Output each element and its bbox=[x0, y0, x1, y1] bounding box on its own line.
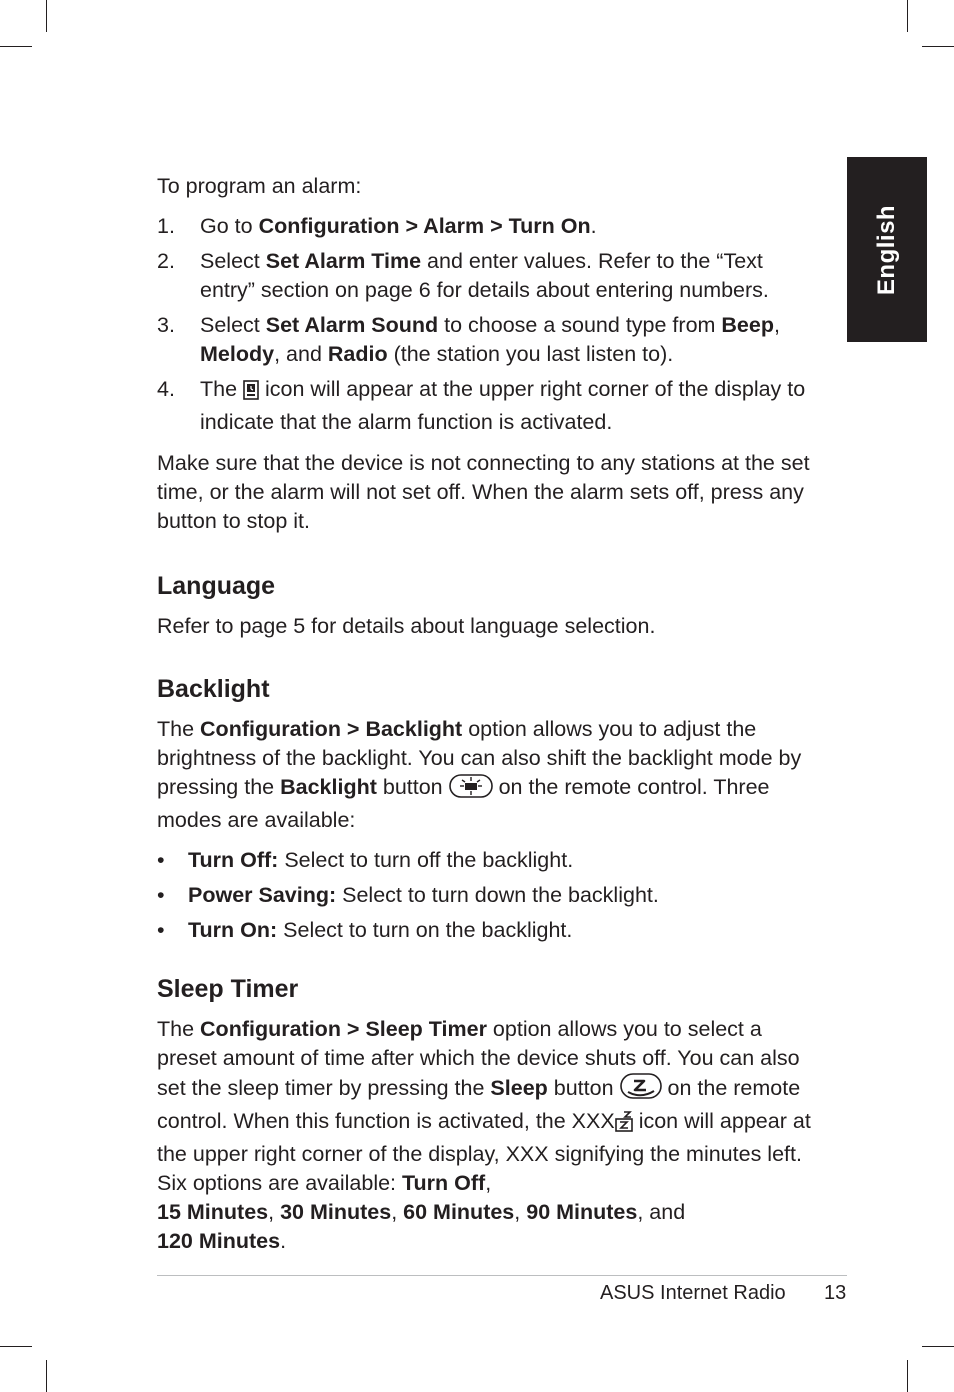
bullet-text: Turn Off: Select to turn off the backlight. bbox=[188, 848, 574, 872]
language-body: Refer to page 5 for details about language selection. bbox=[157, 614, 656, 638]
list-item bbox=[157, 881, 817, 910]
alarm-intro: To program an alarm: bbox=[157, 174, 362, 198]
sleep-timer-heading: Sleep Timer bbox=[157, 975, 299, 1003]
crop-mark bbox=[922, 46, 954, 47]
list-item bbox=[157, 846, 817, 875]
sleep-button-icon bbox=[620, 1073, 662, 1107]
page-number: 13 bbox=[824, 1282, 847, 1304]
footer-rule bbox=[157, 1275, 847, 1276]
step-number: 1. bbox=[157, 214, 175, 238]
step-number: 4. bbox=[157, 377, 175, 401]
crop-mark bbox=[46, 0, 47, 32]
alarm-clock-icon bbox=[243, 379, 259, 408]
alarm-note: Make sure that the device is not connecting to any stations at the set time, or the alarm will not set off. When the alarm sets off, press any button to stop it. bbox=[157, 451, 810, 533]
step-text: The icon will appear at the upper right corner of the display to indicate that the alarm function is activated. bbox=[200, 377, 806, 434]
crop-mark bbox=[0, 1346, 32, 1347]
crop-mark bbox=[907, 0, 908, 32]
backlight-button-icon bbox=[449, 774, 493, 806]
sleep-timer-icon bbox=[615, 1110, 633, 1140]
backlight-body: The Configuration > Backlight option allows you to adjust the brightness of the backlight. You can also shift the backlight mode by pressing the Backlight button on the remote control. Three modes are available: bbox=[157, 717, 802, 832]
list-item bbox=[157, 375, 817, 437]
page-content bbox=[157, 172, 817, 1256]
bullet-text: Turn On: Select to turn on the backlight. bbox=[188, 918, 573, 942]
backlight-modes bbox=[157, 846, 817, 945]
step-text: Select Set Alarm Time and enter values. Refer to the “Text entry” section on page 6 for details about entering numbers. bbox=[200, 249, 769, 302]
language-side-tab bbox=[847, 157, 927, 342]
list-item bbox=[157, 311, 817, 369]
bullet: • bbox=[157, 918, 165, 942]
backlight-heading: Backlight bbox=[157, 675, 270, 703]
step-number: 2. bbox=[157, 249, 175, 273]
alarm-steps bbox=[157, 212, 817, 437]
step-number: 3. bbox=[157, 313, 175, 337]
crop-mark bbox=[907, 1360, 908, 1392]
crop-mark bbox=[46, 1360, 47, 1392]
footer-title: ASUS Internet Radio bbox=[600, 1282, 786, 1304]
bullet: • bbox=[157, 883, 165, 907]
step-text: Select Set Alarm Sound to choose a sound type from Beep, Melody, and Radio (the station you last listen to). bbox=[200, 313, 780, 366]
step-text: Go to Configuration > Alarm > Turn On. bbox=[200, 214, 597, 238]
list-item bbox=[157, 247, 817, 305]
bullet-text: Power Saving: Select to turn down the backlight. bbox=[188, 883, 659, 907]
crop-mark bbox=[0, 46, 32, 47]
bullet: • bbox=[157, 848, 165, 872]
language-heading: Language bbox=[157, 572, 276, 600]
sleep-timer-body: The Configuration > Sleep Timer option allows you to select a preset amount of time after which the device shuts off. You can also set the sleep timer by pressing the Sleep button on the remote control. When this function is activated, the XXX icon will appear at the upper right corner of the display, XXX signifying the minutes left. Six options are available: Turn Off, 15 Minutes, 30 Minutes, 60 Minutes, 90 Minutes, and 120 Minutes. bbox=[157, 1017, 811, 1253]
list-item bbox=[157, 916, 817, 945]
language-side-tab-label: English bbox=[873, 204, 901, 295]
crop-mark bbox=[922, 1346, 954, 1347]
list-item bbox=[157, 212, 817, 241]
